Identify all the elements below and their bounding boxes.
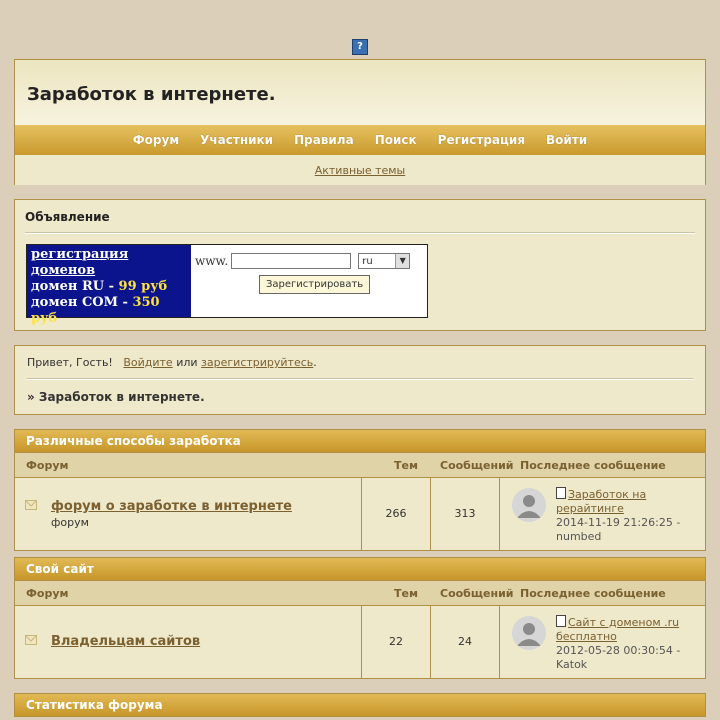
- last-post-cell: [500, 606, 705, 678]
- nav-search[interactable]: Поиск: [374, 133, 417, 147]
- divider: [25, 232, 695, 234]
- forum-row: [15, 606, 705, 678]
- announcement-box: [14, 199, 706, 331]
- forum-row: [15, 478, 705, 550]
- posts-count: 24: [431, 606, 500, 678]
- domain-ad-promo[interactable]: [27, 245, 191, 326]
- zone-select-value: ru: [362, 255, 373, 267]
- category-title[interactable]: Различные способы заработка: [15, 430, 705, 452]
- forum-cell: [15, 606, 362, 678]
- col-posts: Сообщений: [440, 586, 514, 600]
- greeting-text: Привет, Гость!: [27, 356, 113, 369]
- nav-rules[interactable]: Правила: [294, 133, 354, 147]
- nav-forum[interactable]: Форум: [132, 133, 180, 147]
- envelope-icon: [25, 635, 37, 645]
- ad-line-2: доменов: [31, 263, 96, 278]
- main-nav: [15, 125, 705, 155]
- active-topics-link[interactable]: Активные темы: [314, 163, 406, 177]
- help-icon[interactable]: ?: [352, 39, 368, 55]
- ad-ru-price: 99 руб: [118, 279, 168, 294]
- col-topics: Тем: [394, 586, 418, 600]
- nav-login[interactable]: Войти: [546, 133, 588, 147]
- register-domain-button[interactable]: Зарегистрировать: [259, 275, 370, 294]
- last-post-date: 2014-11-19 21:26:25 -: [556, 516, 681, 529]
- stats-block: [14, 693, 706, 717]
- category-title[interactable]: Свой сайт: [15, 558, 705, 580]
- ad-ru-price-line: [31, 279, 187, 295]
- last-post-cell: [500, 478, 705, 550]
- divider: [27, 378, 693, 380]
- last-post-link-2[interactable]: рерайтинге: [556, 502, 624, 515]
- last-post-link-1[interactable]: Заработок на: [568, 488, 647, 501]
- document-icon: [556, 615, 566, 627]
- last-post-link-2[interactable]: бесплатно: [556, 630, 617, 643]
- ad-line-1: регистрация: [31, 247, 129, 262]
- document-icon: [556, 487, 566, 499]
- col-last-post: Последнее сообщение: [520, 586, 666, 600]
- greeting-line: Привет, Гость! Войдите или зарегистрируйтесь.: [27, 356, 317, 369]
- or-text: или: [176, 356, 198, 369]
- nav-members[interactable]: Участники: [200, 133, 274, 147]
- envelope-icon: [25, 500, 37, 510]
- title-area: [15, 60, 705, 125]
- announcement-title: Объявление: [25, 210, 110, 224]
- column-headers: [15, 580, 705, 606]
- avatar[interactable]: [512, 616, 546, 650]
- column-headers: [15, 452, 705, 478]
- stats-title[interactable]: Статистика форума: [15, 694, 705, 716]
- last-post-date: 2012-05-28 00:30:54 -: [556, 644, 681, 657]
- forum-description: форум: [51, 516, 89, 529]
- top-bar: [0, 0, 720, 59]
- col-topics: Тем: [394, 458, 418, 472]
- user-silhouette-icon: [512, 488, 546, 522]
- forum-link[interactable]: Владельцам сайтов: [51, 634, 201, 649]
- breadcrumb: » Заработок в интернете.: [27, 390, 205, 404]
- login-link[interactable]: Войдите: [123, 356, 173, 369]
- domain-input[interactable]: [231, 253, 351, 269]
- ad-com-price: 350 руб: [31, 295, 160, 326]
- user-silhouette-icon: [512, 616, 546, 650]
- posts-count: 313: [431, 478, 500, 550]
- col-forum: Форум: [26, 586, 69, 600]
- avatar[interactable]: [512, 488, 546, 522]
- last-post-info: [556, 615, 696, 672]
- topics-count: 22: [362, 606, 431, 678]
- greeting-box: [14, 345, 706, 415]
- ad-com-price-line: [31, 295, 187, 327]
- forum-link[interactable]: форум о заработке в интернете: [51, 499, 292, 514]
- nav-register[interactable]: Регистрация: [437, 133, 526, 147]
- last-post-author: numbed: [556, 530, 602, 543]
- col-forum: Форум: [26, 458, 69, 472]
- site-header: [14, 59, 706, 185]
- category-block: [14, 557, 706, 679]
- topics-count: 266: [362, 478, 431, 550]
- www-label: www.: [195, 254, 229, 268]
- last-post-author: Katok: [556, 658, 588, 671]
- category-block: [14, 429, 706, 551]
- zone-select[interactable]: [358, 253, 410, 269]
- ad-ru-label: домен RU -: [31, 279, 119, 294]
- sub-nav: [15, 155, 705, 185]
- last-post-info: [556, 487, 696, 544]
- ad-com-label: домен COM -: [31, 295, 133, 310]
- register-link[interactable]: зарегистрируйтесь: [201, 356, 314, 369]
- domain-ad-form: [191, 245, 427, 317]
- site-title: Заработок в интернете.: [27, 84, 276, 105]
- col-posts: Сообщений: [440, 458, 514, 472]
- forum-cell: [15, 478, 362, 550]
- domain-ad-banner: [26, 244, 428, 326]
- chevron-down-icon: ▼: [395, 254, 409, 268]
- col-last-post: Последнее сообщение: [520, 458, 666, 472]
- domain-input-row: [195, 253, 423, 269]
- last-post-link-1[interactable]: Сайт с доменом .ru: [568, 616, 680, 629]
